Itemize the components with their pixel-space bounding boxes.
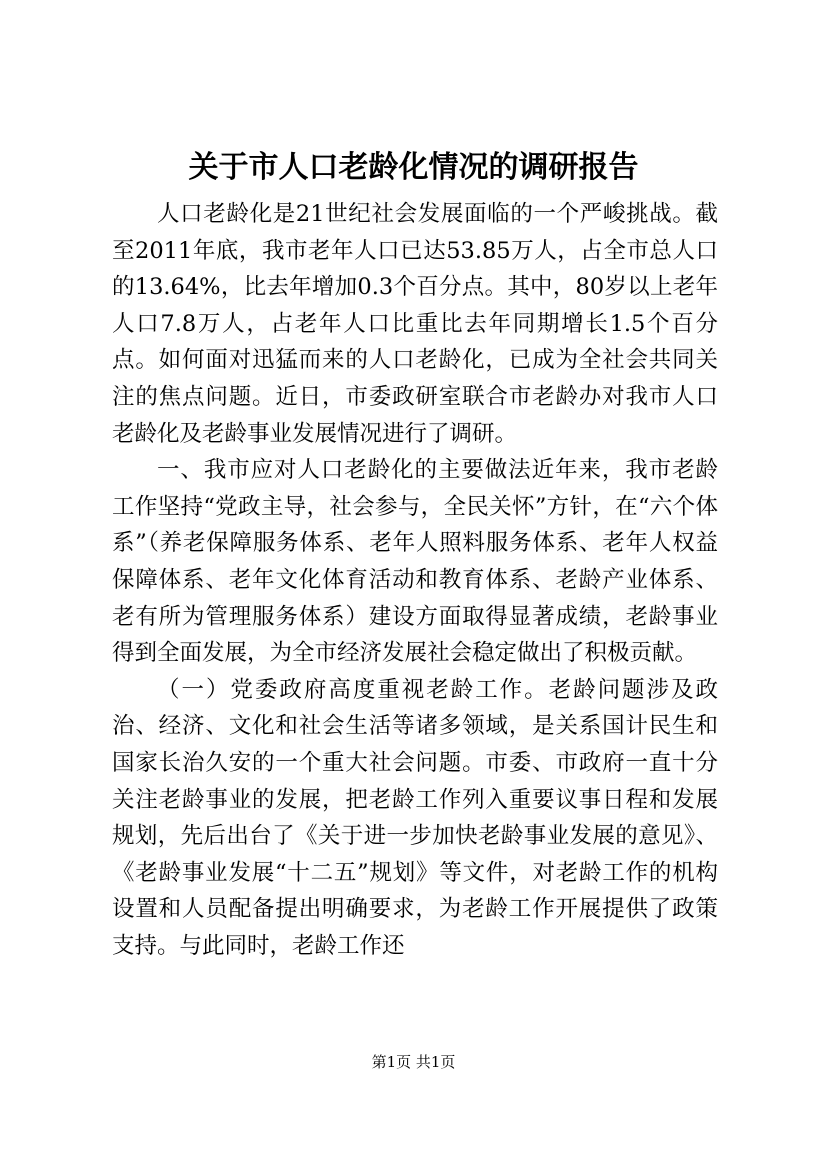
paragraph-main-practices: 一、我市应对人口老龄化的主要做法近年来，我市老龄工作坚持“党政主导，社会参与，全民关怀”方针，在“六个体系”（养老保障服务体系、老年人照料服务体系、老年人权益保障体系、老年文化体育活动和教育体系、老龄产业体系、老有所为管理服务体系）建设方面取得显著成绩，老龄事业得到全面发展，为全市经济发展社会稳定做出了积极贡献。 [112,457,718,667]
paragraph-party-government: （一）党委政府高度重视老龄工作。老龄问题涉及政治、经济、文化和社会生活等诸多领域，是关系国计民生和国家长治久安的一个重大社会问题。市委、市政府一直十分关注老龄事业的发展，把老龄工作列入重要议事日程和发展规划，先后出台了《关于进一步加快老龄事业发展的意见》、《老龄事业发展“十二五”规划》等文件，对老龄工作的机构设置和人员配备提出明确要求，为老龄工作开展提供了政策支持。与此同时，老龄工作还 [112,676,718,959]
document-body [112,196,718,964]
page-number-footer: 第1页 共1页 [371,1053,456,1071]
paragraph-intro: 人口老龄化是21世纪社会发展面临的一个严峻挑战。截至2011年底，我市老年人口已达53.85万人，占全市总人口的13.64%，比去年增加0.3个百分点。其中，80岁以上老年人口7.8万人，占老年人口比重比去年同期增长1.5个百分点。如何面对迅猛而来的人口老龄化，已成为全社会共同关注的焦点问题。近日，市委政研室联合市老龄办对我市人口老龄化及老龄事业发展情况进行了调研。 [112,201,718,447]
document-title: 关于市人口老龄化情况的调研报告 [188,150,639,185]
